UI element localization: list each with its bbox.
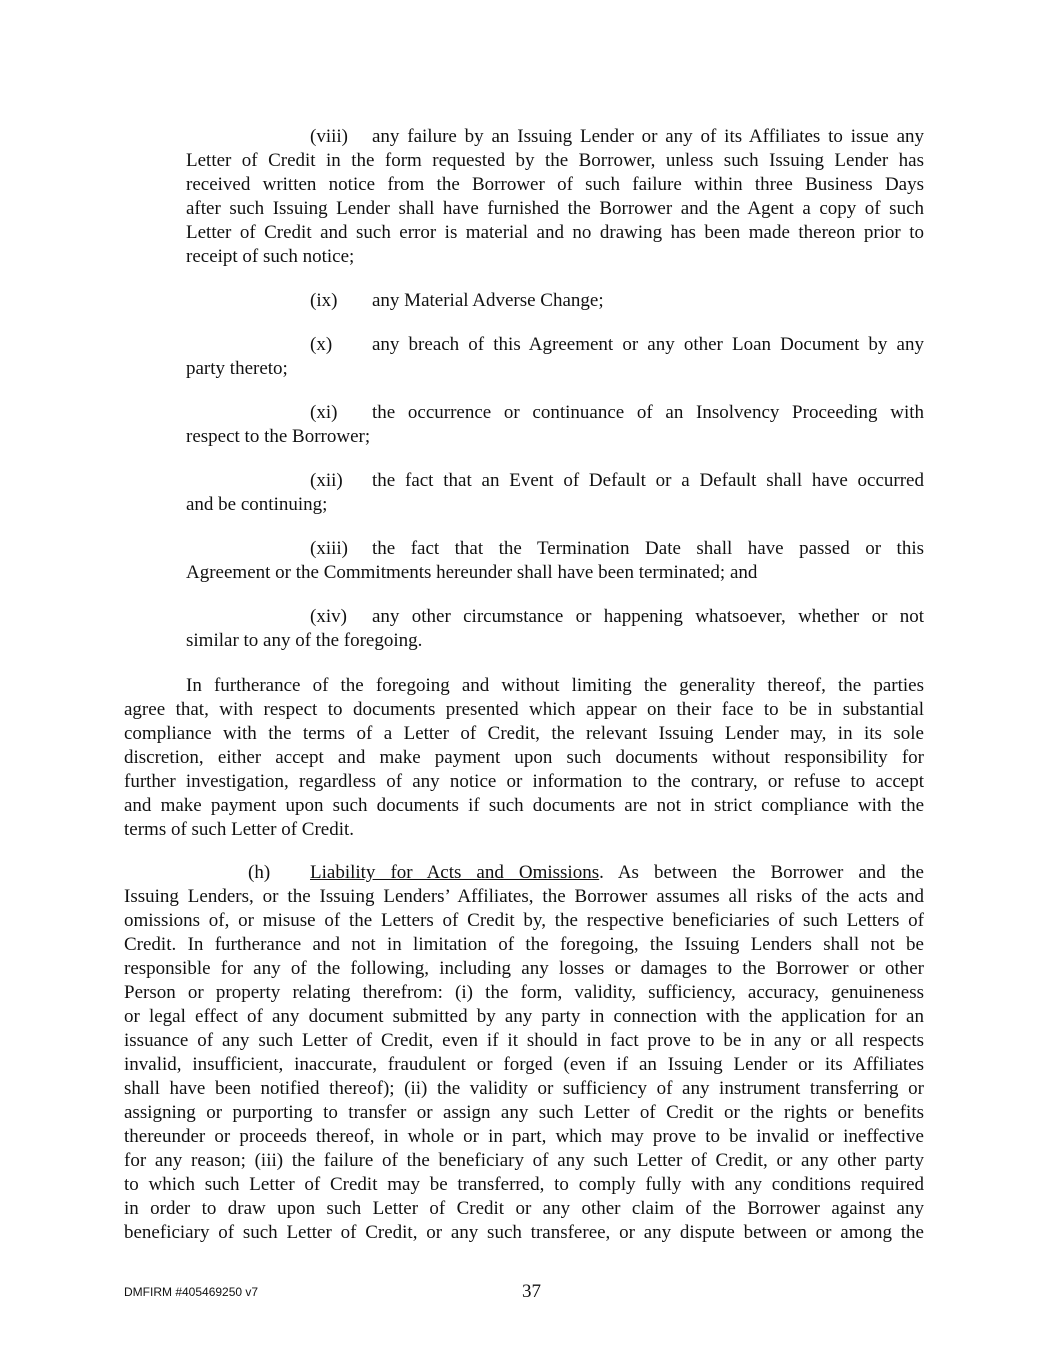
- text-line: [310, 861, 924, 885]
- text-line: any breach of this Agreement or any other Loan Document by any: [372, 334, 924, 355]
- document-id: DMFIRM #405469250 v7: [124, 1285, 259, 1299]
- text-line: and make payment upon such documents if such documents are not in strict compliance with the: [124, 795, 924, 816]
- text-line: responsible for any of the following, including any losses or damages to the Borrower or other: [124, 958, 924, 979]
- text-line: after such Issuing Lender shall have furnished the Borrower and the Agent a copy of such: [186, 198, 924, 219]
- text-line: Letter of Credit in the form requested by the Borrower, unless such Issuing Lender has: [186, 150, 924, 171]
- text-line: receipt of such notice;: [186, 246, 355, 267]
- text-line: in order to draw upon such Letter of Credit or any other claim of the Borrower against any: [124, 1198, 924, 1219]
- text-line-rest: . As between the Borrower and the: [599, 862, 924, 883]
- text-line: Credit. In furtherance and not in limitation of the foregoing, the Issuing Lenders shall not be: [124, 934, 924, 955]
- text-line: shall have been notified thereof); (ii) the validity or sufficiency of any instrument transferring or: [124, 1078, 924, 1099]
- text-line: compliance with the terms of a Letter of Credit, the relevant Issuing Lender may, in its sole: [124, 723, 924, 744]
- text-line: the occurrence or continuance of an Insolvency Proceeding with: [372, 402, 924, 423]
- text-line: any Material Adverse Change;: [372, 290, 604, 311]
- text-line: received written notice from the Borrower of such failure within three Business Days: [186, 174, 924, 195]
- text-line: any failure by an Issuing Lender or any of its Affiliates to issue any: [372, 126, 924, 147]
- item-label: (ix): [310, 290, 338, 311]
- text-line: Agreement or the Commitments hereunder shall have been terminated; and: [186, 562, 758, 583]
- text-line: invalid, insufficient, inaccurate, fraudulent or forged (even if an Issuing Lender or its Affiliates: [124, 1054, 924, 1075]
- text-line: thereunder or proceeds thereof, in whole or in part, which may prove to be invalid or ineffective: [124, 1126, 924, 1147]
- text-line: similar to any of the foregoing.: [186, 630, 423, 651]
- text-line: party thereto;: [186, 358, 288, 379]
- text-line: the fact that an Event of Default or a Default shall have occurred: [372, 470, 924, 491]
- text-line: Letter of Credit and such error is material and no drawing has been made thereon prior to: [186, 222, 924, 243]
- text-line: the fact that the Termination Date shall have passed or this: [372, 538, 924, 559]
- text-line: Person or property relating therefrom: (i) the form, validity, sufficiency, accuracy, genuineness: [124, 982, 924, 1003]
- item-label: (xiii): [310, 538, 348, 559]
- text-line: for any reason; (iii) the failure of the beneficiary of any such Letter of Credit, or any other party: [124, 1150, 924, 1171]
- section-heading: Liability for Acts and Omissions: [310, 862, 600, 883]
- text-line: any other circumstance or happening whatsoever, whether or not: [372, 606, 924, 627]
- text-line: respect to the Borrower;: [186, 426, 371, 447]
- text-line: Issuing Lenders, or the Issuing Lenders’ Affiliates, the Borrower assumes all risks of the acts and: [124, 886, 924, 907]
- item-label: (viii): [310, 126, 348, 147]
- item-label: (h): [248, 862, 271, 883]
- item-label: (x): [310, 334, 333, 355]
- text-line: beneficiary of such Letter of Credit, or any such transferee, or any dispute between or among the: [124, 1222, 924, 1243]
- text-line: assigning or purporting to transfer or assign any such Letter of Credit or the rights or benefits: [124, 1102, 924, 1123]
- text-line: to which such Letter of Credit may be transferred, to comply fully with any conditions required: [124, 1174, 924, 1195]
- text-line: In furtherance of the foregoing and without limiting the generality thereof, the parties: [186, 675, 924, 696]
- text-line: discretion, either accept and make payment upon such documents without responsibility for: [124, 747, 924, 768]
- text-line: issuance of any such Letter of Credit, even if it should in fact prove to be in any or all respects: [124, 1030, 924, 1051]
- item-label: (xiv): [310, 606, 347, 627]
- text-line: omissions of, or misuse of the Letters of Credit by, the respective beneficiaries of such Letters of: [124, 910, 924, 931]
- text-line: further investigation, regardless of any notice or information to the contrary, or refuse to accept: [124, 771, 924, 792]
- text-line: agree that, with respect to documents presented which appear on their face to be in substantial: [124, 699, 924, 720]
- text-line: or legal effect of any document submitted by any party in connection with the application for an: [124, 1006, 924, 1027]
- text-line: terms of such Letter of Credit.: [124, 819, 355, 840]
- text-line: and be continuing;: [186, 494, 328, 515]
- item-label: (xi): [310, 402, 338, 423]
- item-label: (xii): [310, 470, 343, 491]
- page-number: 37: [522, 1281, 541, 1302]
